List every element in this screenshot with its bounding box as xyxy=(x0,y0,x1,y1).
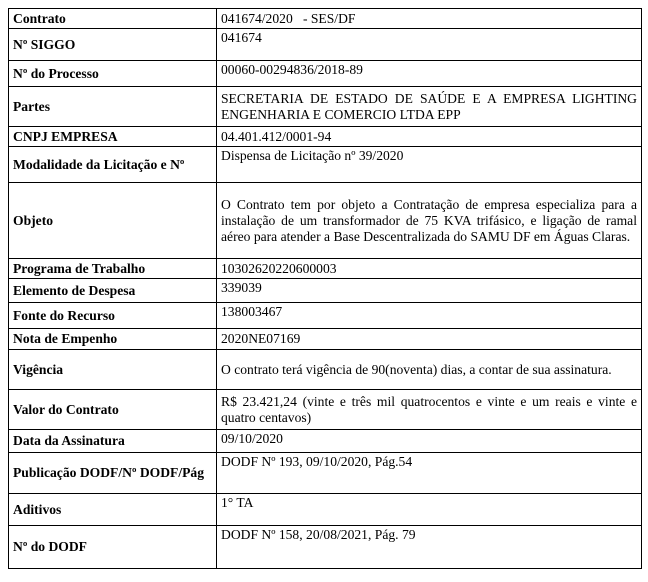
row-value xyxy=(217,494,642,526)
processo-value: 00060-00294836/2018-89 xyxy=(221,62,363,77)
contrato-value: 041674/2020 - SES/DF xyxy=(221,10,356,26)
row-value xyxy=(217,390,642,430)
empenho-value: 2020NE07169 xyxy=(221,331,301,346)
table-row xyxy=(9,390,642,430)
fonte-label: Fonte do Recurso xyxy=(13,307,115,323)
aditivos-label: Aditivos xyxy=(13,501,62,517)
elemento-label: Elemento de Despesa xyxy=(13,282,136,298)
row-label xyxy=(9,259,217,279)
table-row xyxy=(9,494,642,526)
table-row xyxy=(9,259,642,279)
publicacao-label: Publicação DODF/Nº DODF/Pág xyxy=(13,465,205,480)
row-value xyxy=(217,430,642,453)
programa-value: 10302620220600003 xyxy=(221,260,337,276)
row-label xyxy=(9,29,217,61)
row-label xyxy=(9,303,217,329)
row-value xyxy=(217,29,642,61)
empenho-label: Nota de Empenho xyxy=(13,331,118,346)
row-value xyxy=(217,329,642,350)
row-value xyxy=(217,453,642,494)
fonte-value: 138003467 xyxy=(221,304,283,319)
row-value xyxy=(217,303,642,329)
row-value xyxy=(217,350,642,390)
row-label xyxy=(9,279,217,303)
table-row xyxy=(9,526,642,569)
contract-summary-table xyxy=(8,8,642,569)
row-value xyxy=(217,127,642,147)
valor-label: Valor do Contrato xyxy=(13,401,119,417)
table-row xyxy=(9,127,642,147)
table-row xyxy=(9,147,642,183)
dodf-value: DODF Nº 158, 20/08/2021, Pág. 79 xyxy=(221,527,416,542)
row-label xyxy=(9,329,217,350)
contrato-label: Contrato xyxy=(13,10,66,26)
row-label xyxy=(9,526,217,569)
row-value xyxy=(217,279,642,303)
siggo-value: 041674 xyxy=(221,30,262,45)
row-label xyxy=(9,390,217,430)
table-row xyxy=(9,183,642,259)
row-label xyxy=(9,494,217,526)
table-row xyxy=(9,453,642,494)
objeto-label: Objeto xyxy=(13,212,54,228)
vigencia-value: O contrato terá vigência de 90(noventa) dias, a contar de sua assinatura. xyxy=(221,361,612,377)
row-label xyxy=(9,183,217,259)
partes-label: Partes xyxy=(13,98,50,114)
vigencia-label: Vigência xyxy=(13,361,64,377)
row-label xyxy=(9,350,217,390)
programa-label: Programa de Trabalho xyxy=(13,260,146,276)
row-value xyxy=(217,183,642,259)
partes-value: SECRETARIA DE ESTADO DE SAÚDE E A EMPRESA LIGHTING ENGENHARIA E COMERCIO LTDA EPP xyxy=(221,90,637,122)
row-label xyxy=(9,61,217,87)
data-assinatura-label: Data da Assinatura xyxy=(13,433,125,448)
modalidade-label: Modalidade da Licitação e Nº xyxy=(13,156,185,172)
cnpj-label: CNPJ EMPRESA xyxy=(13,128,118,144)
row-label xyxy=(9,430,217,453)
row-label xyxy=(9,127,217,147)
row-label xyxy=(9,87,217,127)
elemento-value: 339039 xyxy=(221,280,262,295)
row-value xyxy=(217,147,642,183)
row-label xyxy=(9,453,217,494)
aditivos-value: 1° TA xyxy=(221,495,254,510)
row-label xyxy=(9,147,217,183)
dodf-label: Nº do DODF xyxy=(13,539,87,554)
row-value xyxy=(217,61,642,87)
table-row xyxy=(9,87,642,127)
table-row xyxy=(9,329,642,350)
row-label xyxy=(9,9,217,29)
table-row xyxy=(9,350,642,390)
siggo-label: Nº SIGGO xyxy=(13,36,76,52)
table-row xyxy=(9,430,642,453)
table-row xyxy=(9,9,642,29)
table-row xyxy=(9,303,642,329)
row-value xyxy=(217,87,642,127)
row-value xyxy=(217,526,642,569)
table-row xyxy=(9,61,642,87)
modalidade-value: Dispensa de Licitação nº 39/2020 xyxy=(221,148,404,163)
data-assinatura-value: 09/10/2020 xyxy=(221,431,283,446)
valor-value: R$ 23.421,24 (vinte e três mil quatrocentos e vinte e um reais e vinte e quatro centavos) xyxy=(221,393,637,425)
table-row xyxy=(9,29,642,61)
row-value xyxy=(217,9,642,29)
processo-label: Nº do Processo xyxy=(13,65,99,81)
objeto-value: O Contrato tem por objeto a Contratação de empresa especializa para a instalação de um transformador de 75 KVA trifásico, e ligação de ramal aéreo para atender a Base Descentralizada do SAMU DF em Águas Claras. xyxy=(221,196,637,244)
row-value xyxy=(217,259,642,279)
cnpj-value: 04.401.412/0001-94 xyxy=(221,128,332,144)
publicacao-value: DODF Nº 193, 09/10/2020, Pág.54 xyxy=(221,454,413,469)
table-row xyxy=(9,279,642,303)
